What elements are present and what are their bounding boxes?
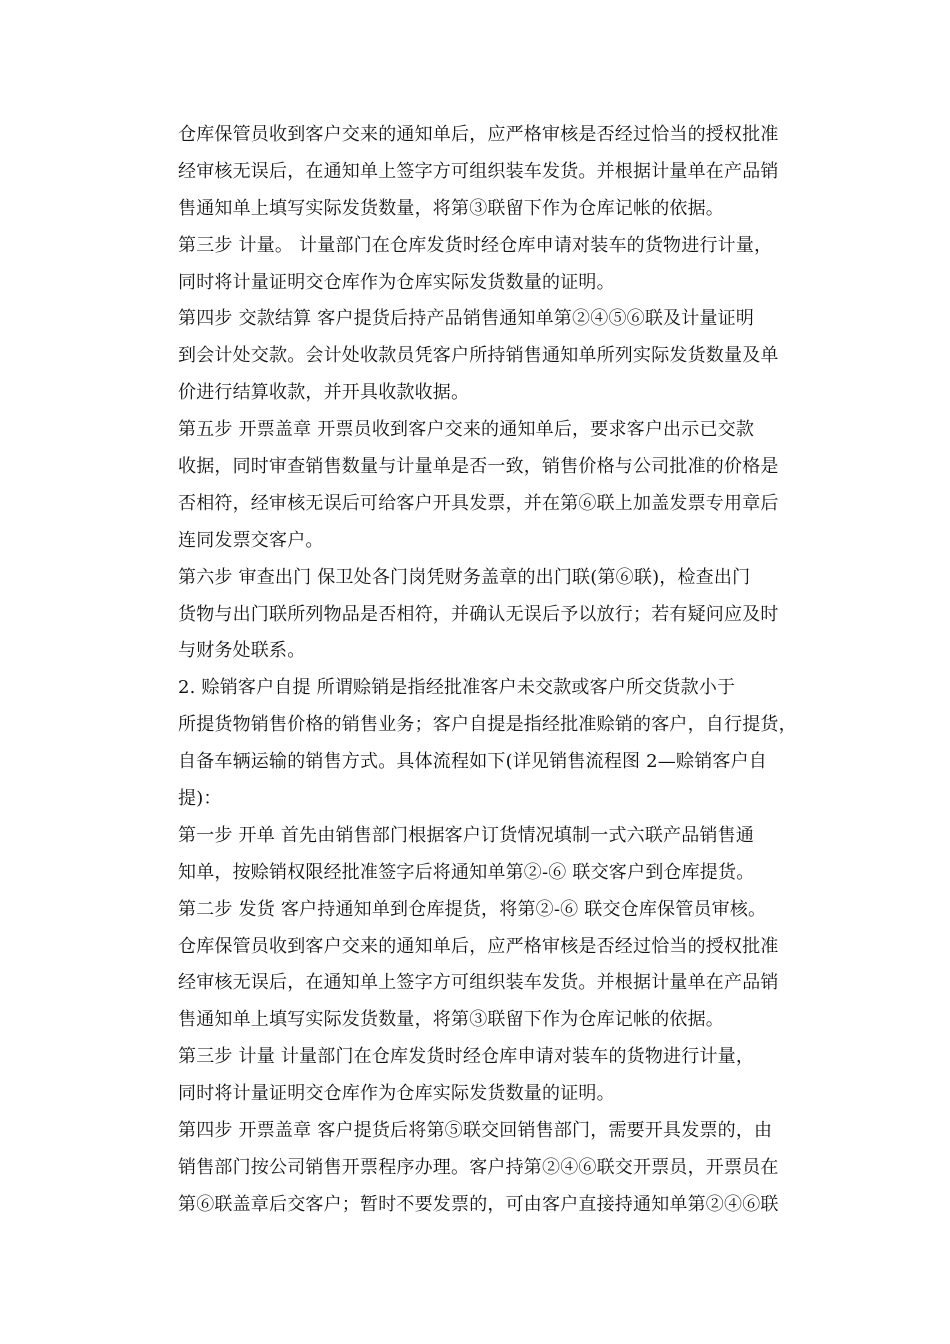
text-line: 第三步 计量 计量部门在仓库发货时经仓库申请对装车的货物进行计量， — [178, 1046, 755, 1068]
text-line: 到会计处交款。会计处收款员凭客户所持销售通知单所列实际发货数量及单 — [178, 345, 779, 367]
text-line: 所提货物销售价格的销售业务；客户自提是指经批准赊销的客户，自行提货， — [178, 714, 797, 736]
text-line: 提)： — [178, 788, 222, 810]
text-line: 2. 赊销客户自提 所谓赊销是指经批准客户未交款或客户所交货款小于 — [178, 677, 736, 699]
text-line: 价进行结算收款，并开具收款收据。 — [178, 382, 470, 404]
text-line: 仓库保管员收到客户交来的通知单后，应严格审核是否经过恰当的授权批准 — [178, 935, 779, 957]
text-line: 第一步 开单 首先由销售部门根据客户订货情况填制一式六联产品销售通 — [178, 824, 755, 846]
text-line: 经审核无误后，在通知单上签字方可组织装车发货。并根据计量单在产品销 — [178, 160, 779, 182]
text-line: 货物与出门联所列物品是否相符，并确认无误后予以放行；若有疑问应及时 — [178, 603, 779, 625]
body-text — [178, 117, 818, 1224]
text-line: 知单，按赊销权限经批准签字后将通知单第②-⑥ 联交客户到仓库提货。 — [178, 861, 755, 883]
text-line: 第二步 发货 客户持通知单到仓库提货，将第②-⑥ 联交仓库保管员审核。 — [178, 898, 767, 920]
text-line: 与财务处联系。 — [178, 640, 306, 662]
text-line: 连同发票交客户。 — [178, 529, 324, 551]
text-line: 第六步 审查出门 保卫处各门岗凭财务盖章的出门联(第⑥联)，检查出门 — [178, 566, 751, 588]
text-line: 第五步 开票盖章 开票员收到客户交来的通知单后，要求客户出示已交款 — [178, 419, 755, 441]
text-line: 第四步 交款结算 客户提货后持产品销售通知单第②④⑤⑥联及计量证明 — [178, 308, 755, 330]
text-line: 经审核无误后，在通知单上签字方可组织装车发货。并根据计量单在产品销 — [178, 972, 779, 994]
text-line: 售通知单上填写实际发货数量，将第③联留下作为仓库记帐的依据。 — [178, 197, 724, 219]
text-line: 售通知单上填写实际发货数量，将第③联留下作为仓库记帐的依据。 — [178, 1009, 724, 1031]
text-line: 仓库保管员收到客户交来的通知单后，应严格审核是否经过恰当的授权批准 — [178, 124, 779, 145]
text-line: 同时将计量证明交仓库作为仓库实际发货数量的证明。 — [178, 271, 615, 293]
text-line: 否相符，经审核无误后可给客户开具发票，并在第⑥联上加盖发票专用章后 — [178, 492, 779, 514]
text-line: 自备车辆运输的销售方式。具体流程如下(详见销售流程图 2—赊销客户自 — [178, 751, 767, 773]
text-line: 第⑥联盖章后交客户；暂时不要发票的，可由客户直接持通知单第②④⑥联 — [178, 1193, 779, 1215]
text-line: 收据，同时审查销售数量与计量单是否一致，销售价格与公司批准的价格是 — [178, 456, 779, 478]
text-line: 同时将计量证明交仓库作为仓库实际发货数量的证明。 — [178, 1083, 615, 1105]
text-line: 第三步 计量。 计量部门在仓库发货时经仓库申请对装车的货物进行计量， — [178, 234, 773, 256]
text-line: 第四步 开票盖章 客户提货后将第⑤联交回销售部门，需要开具发票的，由 — [178, 1120, 773, 1142]
text-line: 销售部门按公司销售开票程序办理。客户持第②④⑥联交开票员，开票员在 — [178, 1156, 779, 1178]
